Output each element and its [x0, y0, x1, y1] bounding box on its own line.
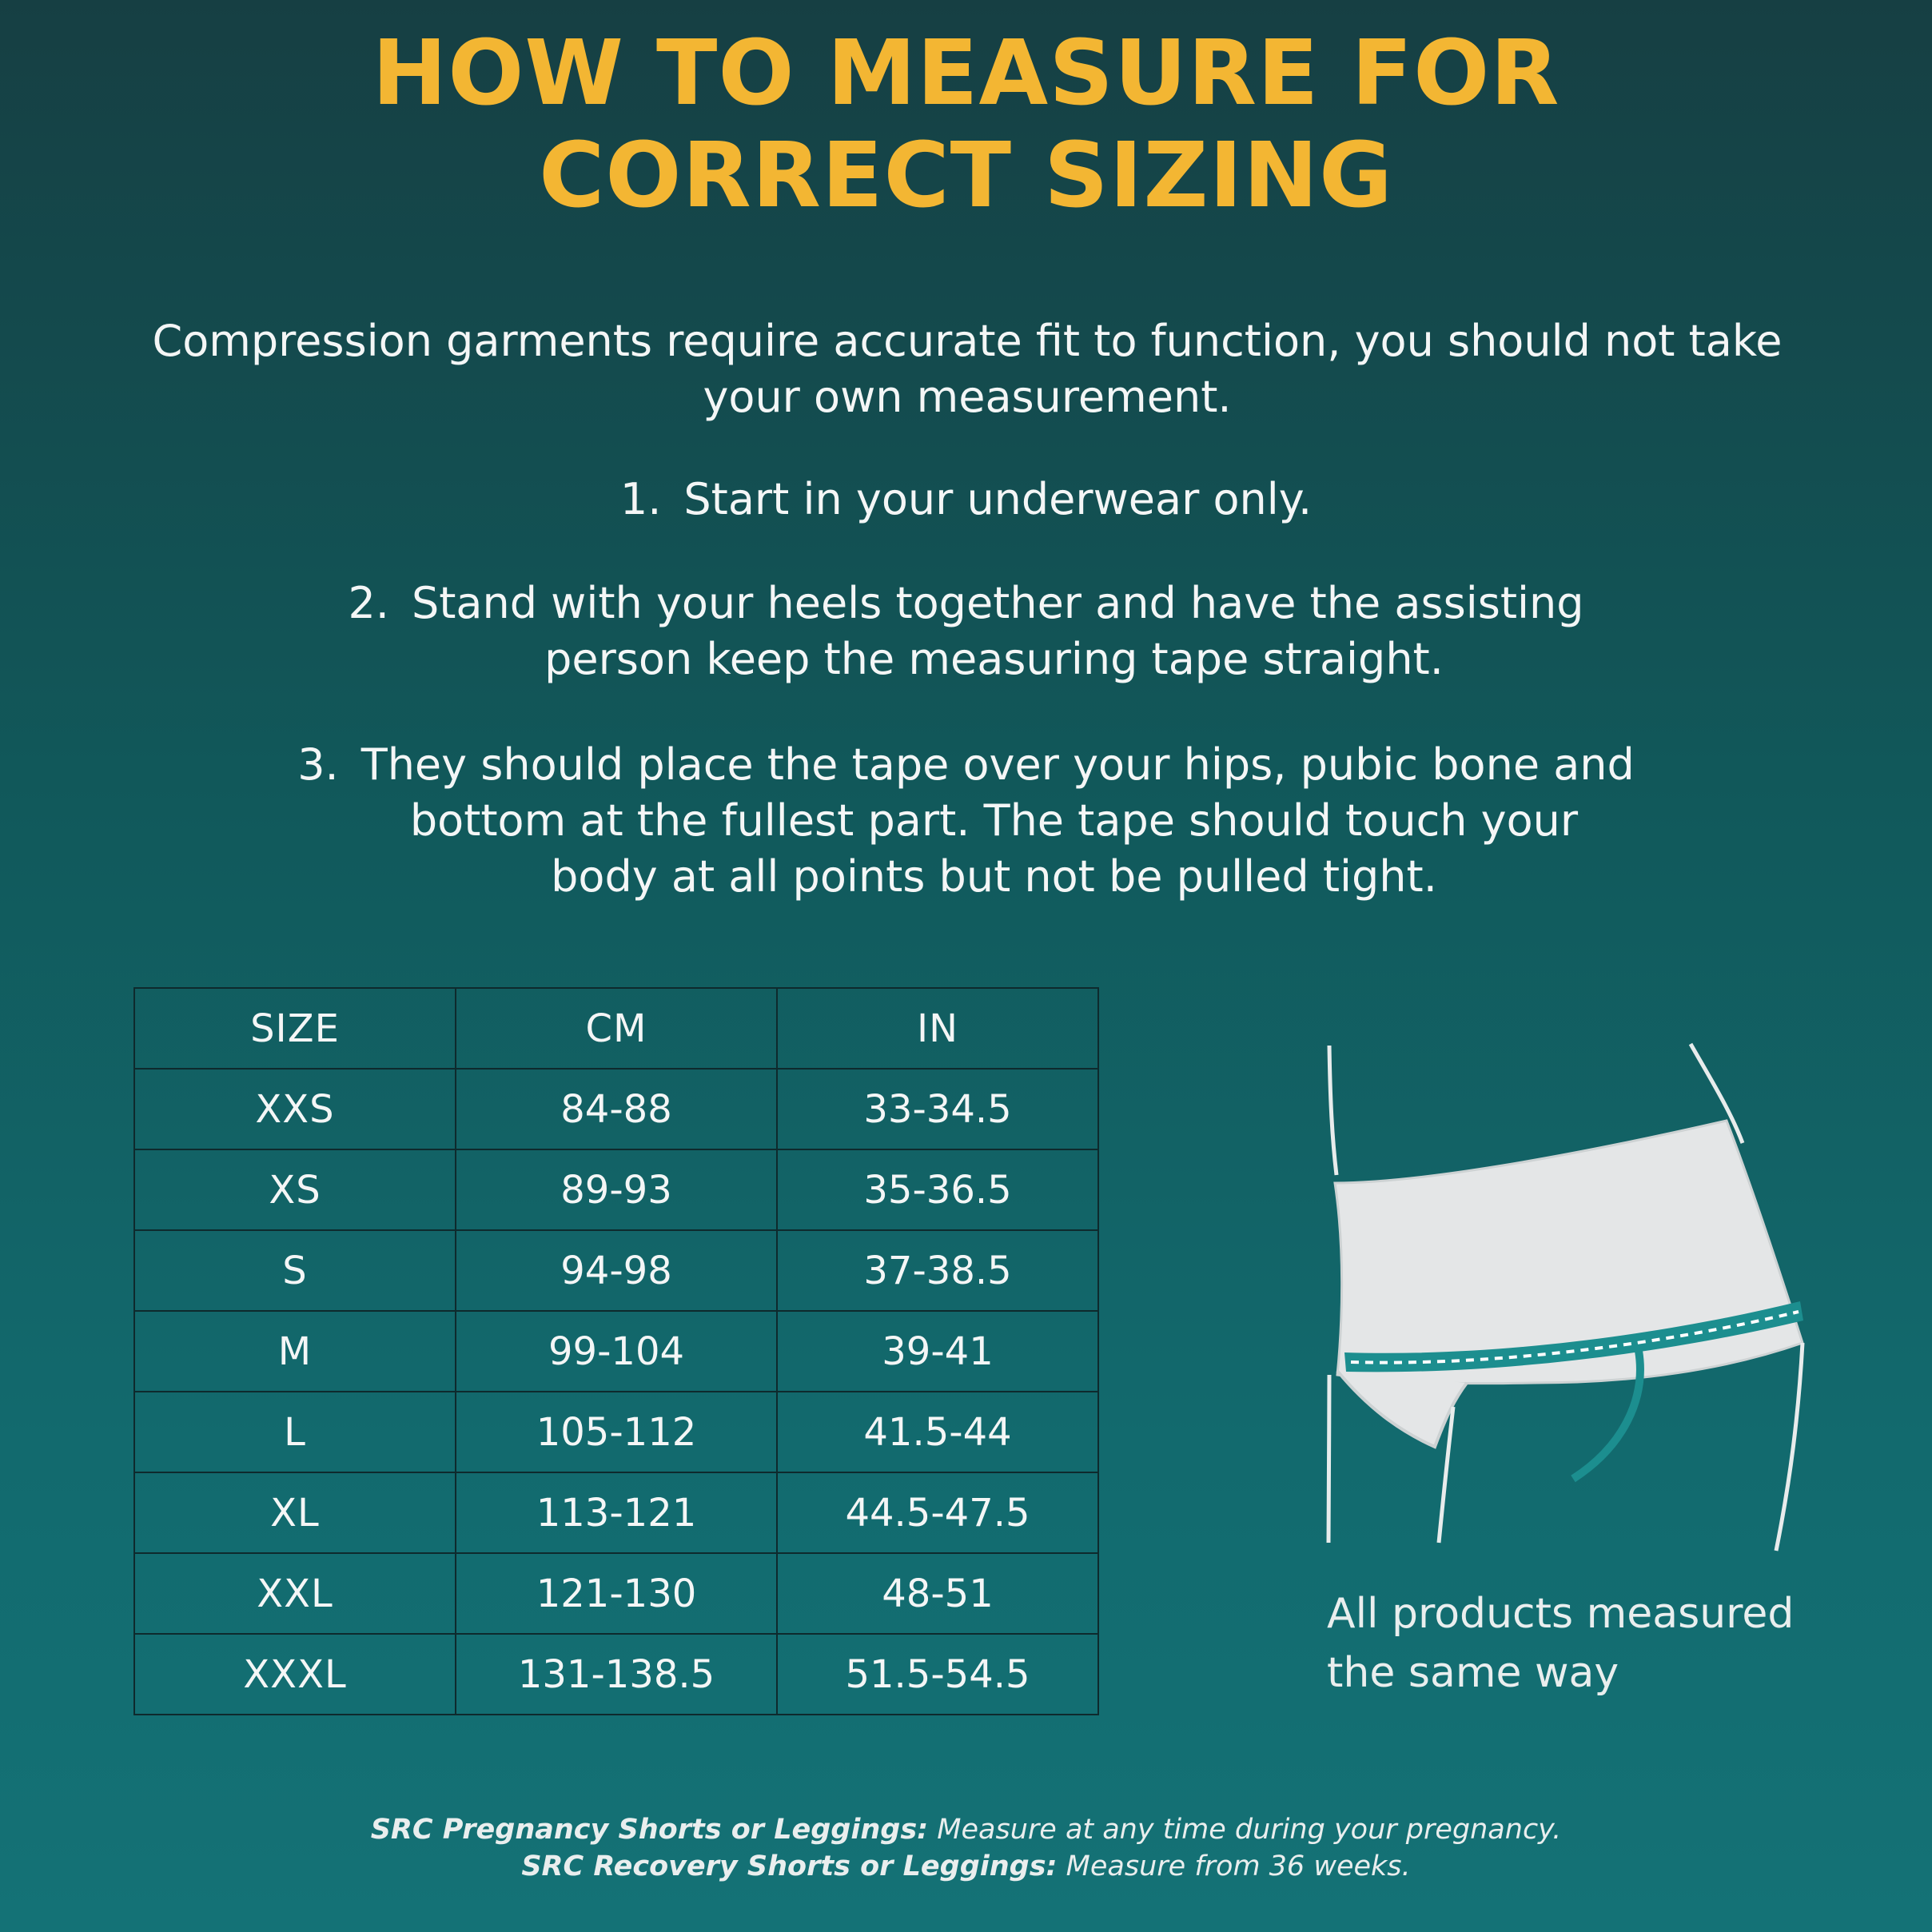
cm-cell: 84-88 — [456, 1069, 777, 1149]
title-line-2: CORRECT SIZING — [539, 124, 1393, 228]
page-title — [0, 22, 1932, 227]
cm-cell: 113-121 — [456, 1472, 777, 1553]
header-cm: CM — [456, 988, 777, 1069]
table-row — [134, 1230, 1098, 1311]
table-row — [134, 1311, 1098, 1392]
cm-cell: 105-112 — [456, 1392, 777, 1472]
step-2-number: 2. — [348, 578, 389, 628]
cm-cell: 89-93 — [456, 1149, 777, 1230]
size-chart-table — [133, 987, 1099, 1715]
size-cell: XS — [134, 1149, 456, 1230]
step-3 — [0, 737, 1932, 905]
table-row — [134, 1553, 1098, 1634]
cm-cell: 94-98 — [456, 1230, 777, 1311]
intro-line-1: Compression garments require accurate fit to function, you should not take — [152, 316, 1783, 366]
step-3-line-3: body at all points but not be pulled tight. — [551, 851, 1437, 902]
illustration-caption — [1327, 1584, 1822, 1703]
step-2-line-1: Stand with your heels together and have the assisting — [411, 578, 1584, 628]
garment-leg-left — [1337, 1371, 1467, 1447]
caption-line-2: the same way — [1327, 1649, 1619, 1697]
table-row — [134, 1149, 1098, 1230]
size-cell: XXS — [134, 1069, 456, 1149]
size-cell: XXL — [134, 1553, 456, 1634]
intro-text — [96, 313, 1838, 425]
header-size: SIZE — [134, 988, 456, 1069]
step-1 — [0, 472, 1932, 528]
size-cell: M — [134, 1311, 456, 1392]
hips-measuring-tape-illustration — [1295, 1031, 1814, 1575]
step-1-line-1: Start in your underwear only. — [683, 474, 1313, 524]
in-cell: 51.5-54.5 — [777, 1634, 1098, 1715]
cm-cell: 99-104 — [456, 1311, 777, 1392]
step-1-number: 1. — [619, 474, 662, 524]
hips-illustration-svg — [1295, 1031, 1814, 1575]
step-3-line-1: They should place the tape over your hips, pubic bone and — [361, 739, 1635, 790]
footer-line-1-text: Measure at any time during your pregnancy. — [928, 1814, 1562, 1846]
table-row — [134, 1069, 1098, 1149]
footer-notes — [0, 1811, 1932, 1885]
size-cell: L — [134, 1392, 456, 1472]
caption-line-1: All products measured — [1327, 1590, 1795, 1638]
footer-line-2 — [0, 1848, 1932, 1885]
cm-cell: 121-130 — [456, 1553, 777, 1634]
step-2-line-2: person keep the measuring tape straight. — [544, 634, 1444, 684]
cm-cell: 131-138.5 — [456, 1634, 777, 1715]
footer-line-1-label: SRC Pregnancy Shorts or Leggings: — [370, 1814, 929, 1846]
in-cell: 37-38.5 — [777, 1230, 1098, 1311]
footer-line-2-label: SRC Recovery Shorts or Leggings: — [521, 1850, 1058, 1882]
step-3-number: 3. — [297, 739, 339, 790]
header-in: IN — [777, 988, 1098, 1069]
footer-line-2-text: Measure from 36 weeks. — [1057, 1850, 1411, 1882]
in-cell: 41.5-44 — [777, 1392, 1098, 1472]
table-row — [134, 1634, 1098, 1715]
table-row — [134, 1392, 1098, 1472]
in-cell: 35-36.5 — [777, 1149, 1098, 1230]
size-cell: XL — [134, 1472, 456, 1553]
step-3-line-2: bottom at the fullest part. The tape should touch your — [409, 795, 1579, 846]
table-row — [134, 1472, 1098, 1553]
size-cell: S — [134, 1230, 456, 1311]
in-cell: 33-34.5 — [777, 1069, 1098, 1149]
body-outline-left-upper — [1329, 1046, 1336, 1175]
intro-line-2: your own measurement. — [703, 372, 1232, 422]
leg-outline-right-outer — [1776, 1343, 1803, 1551]
in-cell: 44.5-47.5 — [777, 1472, 1098, 1553]
size-cell: XXXL — [134, 1634, 456, 1715]
leg-outline-left-outer — [1328, 1375, 1329, 1543]
step-2 — [0, 576, 1932, 687]
footer-line-1 — [0, 1811, 1932, 1848]
table-header-row — [134, 988, 1098, 1069]
title-line-1: HOW TO MEASURE FOR — [372, 22, 1560, 125]
in-cell: 39-41 — [777, 1311, 1098, 1392]
in-cell: 48-51 — [777, 1553, 1098, 1634]
